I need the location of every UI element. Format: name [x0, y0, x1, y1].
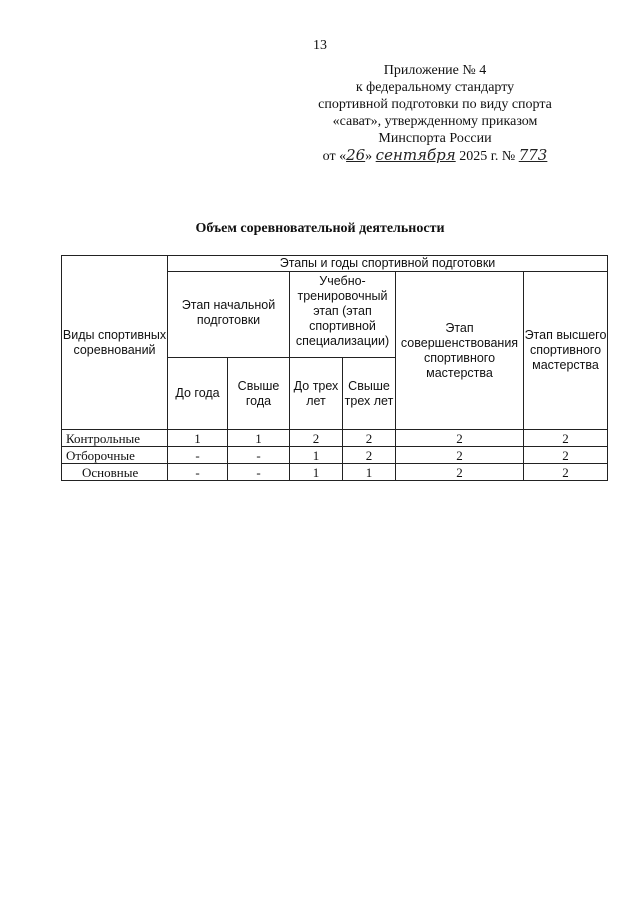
header-stages-group: Этапы и годы спортивной подготовки — [168, 256, 608, 272]
annex-line-2: к федеральному стандарту — [355, 80, 515, 95]
table-row — [62, 447, 608, 464]
row-label: Отборочные — [62, 447, 168, 464]
table-cell: - — [228, 464, 290, 481]
header-upto-three-years: До трех лет — [290, 358, 343, 430]
table-cell: 1 — [228, 430, 290, 447]
table-cell: 1 — [290, 447, 343, 464]
table-row — [62, 430, 608, 447]
table-cell: - — [168, 464, 228, 481]
table-cell: 2 — [524, 464, 608, 481]
annex-line-1: Приложение № 4 — [383, 63, 487, 78]
header-initial-stage: Этап начальной подготовки — [168, 272, 290, 358]
annex-date-line — [285, 147, 585, 165]
header-competition-kind: Виды спортивных соревнований — [62, 256, 168, 430]
header-over-three-years: Свыше трех лет — [343, 358, 396, 430]
row-label: Основные — [62, 464, 168, 481]
date-day: 26 — [346, 146, 366, 164]
table-cell: 2 — [290, 430, 343, 447]
table-cell: 2 — [396, 430, 524, 447]
table-cell: 1 — [168, 430, 228, 447]
table-row — [62, 464, 608, 481]
table-cell: 2 — [396, 464, 524, 481]
date-prefix: от « — [322, 149, 347, 164]
competition-volume-table — [61, 255, 608, 481]
table-cell: 2 — [343, 430, 396, 447]
header-training-stage: Учебно-тренировочный этап (этап спортивной специализации) — [290, 272, 396, 358]
header-improvement-stage: Этап совершенствования спортивного мастерства — [396, 272, 524, 430]
page-number: 13 — [313, 38, 327, 53]
header-over-year: Свыше года — [228, 358, 290, 430]
table-cell: 1 — [343, 464, 396, 481]
date-mid: » — [365, 149, 373, 164]
table-cell: 2 — [396, 447, 524, 464]
row-label: Контрольные — [62, 430, 168, 447]
date-year: 2025 г. № — [459, 149, 516, 164]
table-cell: 2 — [524, 430, 608, 447]
annex-block — [285, 62, 585, 165]
table-cell: 2 — [343, 447, 396, 464]
table-cell: 2 — [524, 447, 608, 464]
table-cell: 1 — [290, 464, 343, 481]
document-title: Объем соревновательной деятельности — [195, 221, 445, 236]
order-number: 773 — [518, 146, 548, 164]
header-highest-stage: Этап высшего спортивного мастерства — [524, 272, 608, 430]
annex-line-4: «сават», утвержденному приказом — [332, 114, 538, 129]
date-month: сентября — [375, 146, 456, 164]
header-upto-year: До года — [168, 358, 228, 430]
table-cell: - — [168, 447, 228, 464]
table-cell: - — [228, 447, 290, 464]
annex-line-5: Минспорта России — [378, 131, 492, 146]
annex-line-3: спортивной подготовки по виду спорта — [318, 97, 552, 112]
